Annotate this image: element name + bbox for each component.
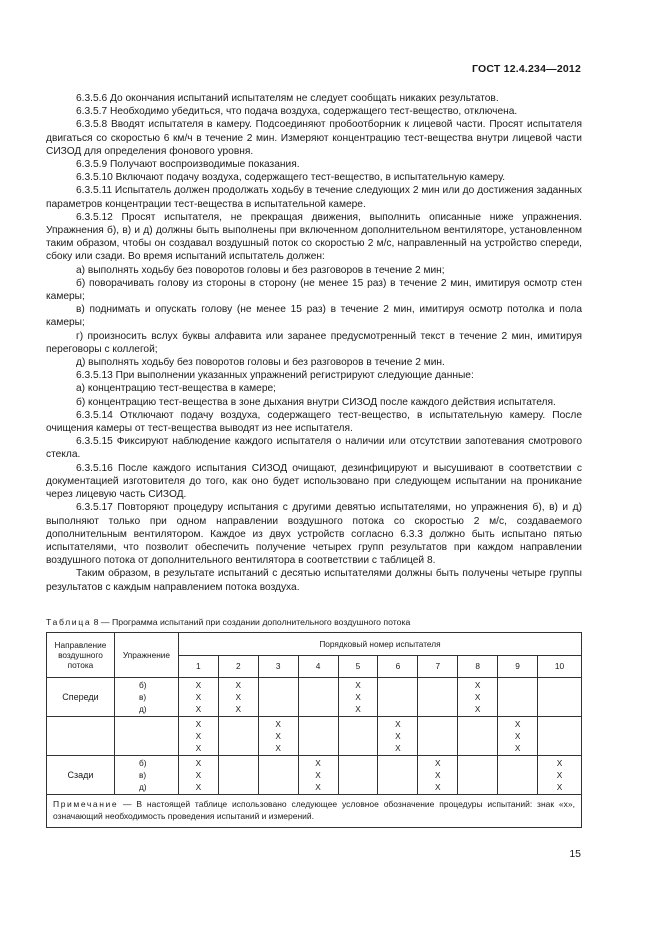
mark-cell (338, 756, 378, 795)
note-text: — В настоящей таблице использовано следующее условное обозначение процедуры испытаний: знак «х», означающий необходимость проведения испытаний и измерений. (53, 799, 575, 821)
paragraph: 6.3.5.10 Включают подачу воздуха, содержащего тест-вещество, в испытательную камеру. (76, 172, 506, 184)
test-mark: X (474, 680, 481, 690)
paragraph: а) концентрацию тест-вещества в камере; (76, 383, 276, 395)
mark-cell (218, 678, 258, 717)
test-mark: X (395, 719, 401, 729)
paragraph: 6.3.5.12 Просят испытателя, не прекращая движения, выполнить описанные ниже упражнения. Упражнения б), в) и д) должны быть выполнены при включенном дополнительном вентиляторе, установленном таким образом, чтобы он создавал воздушный поток со скоростью 2 м/с, направленный на устройство спереди, сбоку или сзади. Во время испытаний испытатель должен: (46, 211, 582, 263)
exercise-label: б) (138, 758, 147, 768)
mark-cell (458, 678, 498, 717)
mark-cell (538, 756, 582, 795)
test-mark: X (195, 770, 202, 780)
tester-number-5: 5 (338, 655, 378, 678)
test-mark: X (395, 743, 401, 753)
test-mark: X (195, 704, 202, 714)
mark-cell (258, 678, 298, 717)
mark-cell (458, 756, 498, 795)
test-mark: X (556, 782, 563, 792)
exercise-cell (114, 717, 178, 756)
paragraph: 6.3.5.9 Получают воспроизводимые показания. (76, 159, 300, 171)
exercise-label: д) (138, 704, 147, 714)
test-mark: X (315, 758, 321, 768)
direction-cell: Сзади (47, 756, 115, 795)
test-mark: X (556, 758, 563, 768)
paragraph: Таким образом, в результате испытаний с десятью испытателями должны быть получены четыре группы результатов с каждым направлением потока воздуха. (46, 568, 582, 593)
paragraph: 6.3.5.14 Отключают подачу воздуха, содержащего тест-вещество, в испытательную камеру. После очищения камеры от тест-вещества выводят из нее испытателя. (46, 409, 582, 435)
body-text (46, 92, 582, 594)
test-mark: X (355, 704, 361, 714)
test-mark: X (195, 731, 202, 741)
table-caption-text: 8 — Программа испытаний при создании дополнительного воздушного потока (91, 617, 411, 627)
test-mark: X (195, 743, 202, 753)
test-mark: X (514, 719, 521, 729)
mark-cell (498, 717, 538, 756)
paragraph: 6.3.5.8 Вводят испытателя в камеру. Подсоединяют пробоотборник к лицевой части. Просят испытателя двигаться со скоростью 6 км/ч в течение 2 мин. Измеряют концентрацию тест-вещества внутри лицевой части СИЗОД для определения фонового уровня. (46, 119, 582, 157)
exercise-label: б) (138, 680, 147, 690)
paragraph: г) произносить вслух буквы алфавита или заранее предусмотренный текст в течение 2 мин, имитируя переговоры с коллегой; (46, 330, 582, 355)
exercise-cell (114, 756, 178, 795)
note-label: Примечание (53, 799, 119, 809)
test-mark: X (195, 719, 202, 729)
tester-number-10: 10 (538, 655, 582, 678)
tester-number-2: 2 (218, 655, 258, 678)
paragraph: д) выполнять ходьбу без поворотов головы и без разговоров в течение 2 мин. (76, 357, 445, 369)
exercise-label: в) (138, 770, 147, 780)
exercise-cell (114, 678, 178, 717)
mark-cell (298, 678, 338, 717)
mark-cell (298, 756, 338, 795)
test-mark: X (195, 758, 202, 768)
exercise-label (139, 730, 178, 742)
paragraph: в) поднимать и опускать голову (не менее 15 раз) в течение 2 мин, имитируя осмотр потолка и пола камеры; (46, 304, 582, 329)
test-mark: X (355, 680, 361, 690)
paragraph: 6.3.5.13 При выполнении указанных упражнений регистрируют следующие данные: (76, 370, 474, 382)
mark-cell (498, 678, 538, 717)
mark-cell (418, 678, 458, 717)
tester-number-7: 7 (418, 655, 458, 678)
test-mark: X (235, 680, 242, 690)
mark-cell (218, 717, 258, 756)
mark-cell (338, 717, 378, 756)
mark-cell (498, 756, 538, 795)
mark-cell (418, 717, 458, 756)
test-mark: X (315, 782, 321, 792)
tester-number-6: 6 (378, 655, 418, 678)
direction-cell (47, 717, 115, 756)
mark-cell (178, 756, 218, 795)
page-number: 15 (569, 848, 581, 860)
test-mark: X (435, 770, 441, 780)
header-testers: Порядковый номер испытателя (178, 633, 581, 656)
mark-cell (538, 678, 582, 717)
header-exercise: Упражнение (114, 633, 178, 678)
mark-cell (418, 756, 458, 795)
test-mark: X (474, 704, 481, 714)
paragraph: б) поворачивать голову из стороны в сторону (не менее 15 раз) в течение 2 мин, имитируя осмотр стен камеры; (46, 277, 582, 303)
test-mark: X (275, 719, 281, 729)
test-mark: X (514, 743, 521, 753)
mark-cell (258, 717, 298, 756)
table-caption (46, 617, 582, 627)
paragraph: 6.3.5.15 Фиксируют наблюдение каждого испытателя о наличии или отсутствии запотевания смотрового стекла. (46, 436, 582, 461)
mark-cell (538, 717, 582, 756)
test-mark: X (235, 704, 242, 714)
exercise-label (139, 718, 178, 730)
test-mark: X (395, 731, 401, 741)
test-program-table (46, 632, 582, 828)
test-mark: X (275, 731, 281, 741)
tester-number-3: 3 (258, 655, 298, 678)
mark-cell (458, 717, 498, 756)
exercise-label: в) (138, 692, 147, 702)
direction-cell: Спереди (47, 678, 115, 717)
mark-cell (258, 756, 298, 795)
paragraph: б) концентрацию тест-вещества в зоне дыхания внутри СИЗОД после каждого действия испытателя. (76, 396, 556, 408)
mark-cell (338, 678, 378, 717)
mark-cell (298, 717, 338, 756)
mark-cell (178, 678, 218, 717)
exercise-label (139, 742, 178, 754)
table-row (47, 717, 582, 756)
paragraph: 6.3.5.6 До окончания испытаний испытателям не следует сообщать никаких результатов. (76, 93, 499, 104)
tester-number-8: 8 (458, 655, 498, 678)
test-mark: X (275, 743, 281, 753)
test-mark: X (235, 692, 242, 702)
paragraph: 6.3.5.16 После каждого испытания СИЗОД очищают, дезинфицируют и высушивают в соответствии с документацией изготовителя до того, как оно будет использовано при следующем испытании на проникание через лицевую часть СИЗОД. (46, 462, 582, 501)
paragraph: 6.3.5.11 Испытатель должен продолжать ходьбу в течение следующих 2 мин или до достижения заданных параметров концентрации тест-вещества в испытательной камере. (46, 185, 582, 210)
document-code: ГОСТ 12.4.234—2012 (472, 63, 581, 75)
table-row (47, 678, 582, 717)
header-direction: Направление воздушного потока (47, 633, 115, 678)
test-mark: X (474, 692, 481, 702)
exercise-label: д) (138, 782, 147, 792)
paragraph: 6.3.5.7 Необходимо убедиться, что подача воздуха, содержащего тест-вещество, отключена. (76, 106, 518, 118)
table-note (47, 795, 582, 828)
paragraph: а) выполнять ходьбу без поворотов головы и без разговоров в течение 2 мин; (76, 264, 445, 276)
mark-cell (378, 717, 418, 756)
test-mark: X (514, 731, 521, 741)
test-mark: X (355, 692, 361, 702)
table-caption-label: Таблица (46, 617, 92, 627)
tester-number-9: 9 (498, 655, 538, 678)
mark-cell (218, 756, 258, 795)
paragraph: 6.3.5.17 Повторяют процедуру испытания с другими девятью испытателями, но упражнения б), в) и д) выполняют только при одном направлении воздушного потока со скоростью 2 м/с, создаваемого дополнительным вентилятором. Каждое из двух устройств согласно 6.3.3 должно быть испытано пятью испытателями, что позволит обеспечить получение четырех групп результатов при каждом направлении воздушного потока от дополнительного вентилятора в соответствии с таблицей 8. (46, 502, 582, 567)
tester-number-4: 4 (298, 655, 338, 678)
test-mark: X (435, 758, 441, 768)
mark-cell (178, 717, 218, 756)
test-mark: X (195, 782, 202, 792)
mark-cell (378, 756, 418, 795)
tester-number-1: 1 (178, 655, 218, 678)
test-mark: X (556, 770, 563, 780)
test-mark: X (435, 782, 441, 792)
test-mark: X (315, 770, 321, 780)
mark-cell (378, 678, 418, 717)
test-mark: X (195, 692, 202, 702)
table-row (47, 756, 582, 795)
test-mark: X (195, 680, 202, 690)
